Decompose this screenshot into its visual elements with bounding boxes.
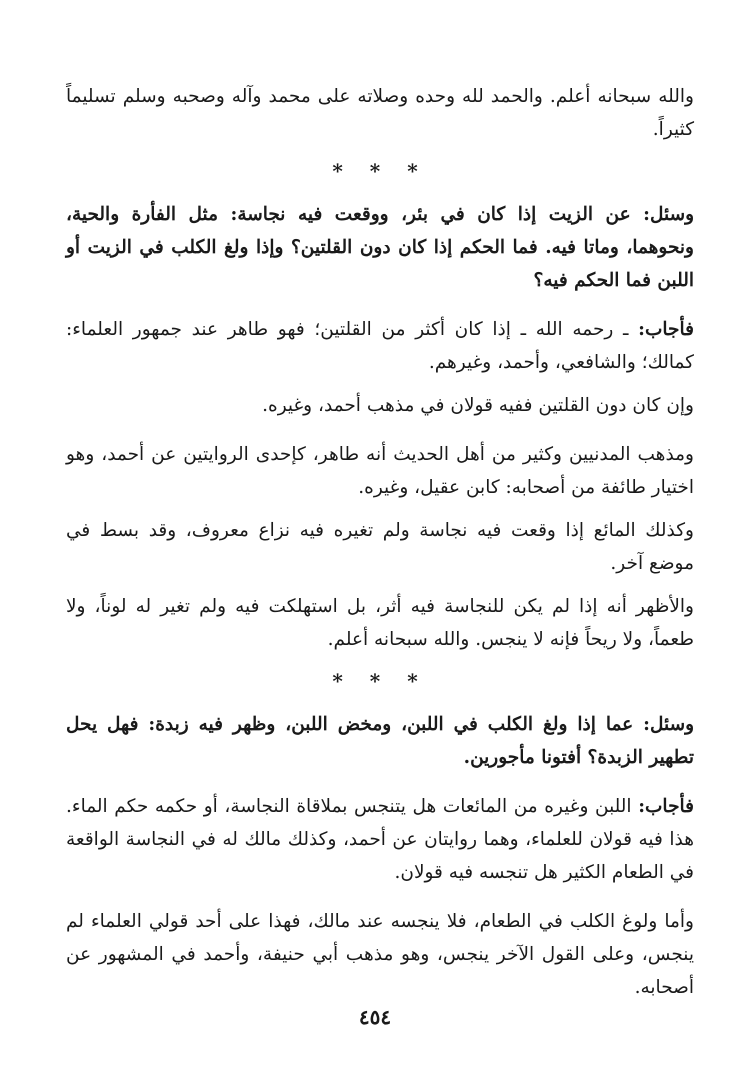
answer-text: اللبن وغيره من المائعات هل يتنجس بملاقاة النجاسة، أو حكمه حكم الماء. هذا فيه قولان للعلماء، وهما روايتان عن أحمد، وكذلك مالك له في النجاسة الواقعة في الطعام الكثير هل تنجسه فيه قولان.: [66, 796, 694, 883]
page-number: ٤٥٤: [358, 1005, 392, 1029]
question-text: عن الزيت إذا كان في بئر، ووقعت فيه نجاسة: مثل الفأرة والحية، ونحوهما، وماتا فيه. فما الحكم إذا كان دون القلتين؟ وإذا ولغ الكلب في الزيت أو اللبن فما الحكم فيه؟: [66, 204, 694, 291]
answer-text: ـ رحمه الله ـ إذا كان أكثر من القلتين؛ فهو طاهر عند جمهور العلماء: كمالك؛ والشافعي، وأحمد، وغيرهم.: [66, 319, 694, 373]
answer-1-paragraph-2: وإن كان دون القلتين ففيه قولان في مذهب أحمد، وغيره.: [262, 395, 694, 416]
section-separator: * * *: [332, 159, 428, 183]
answer-2-paragraph-2: وأما ولوغ الكلب في الطعام، فلا ينجسه عند مالك، فهذا على أحد قولي العلماء لم ينجس، وعلى القول الآخر ينجس، وهو مذهب أبي حنيفة، وأحمد في المشهور عن أصحابه.: [66, 911, 694, 998]
page-body: [66, 80, 694, 1004]
question-1: [66, 198, 694, 297]
answer-lead: فأجاب:: [638, 796, 694, 817]
answer-1-paragraph-5: والأظهر أنه إذا لم يكن للنجاسة فيه أثر، بل استهلكت فيه ولم تغير له لوناً، ولا طعماً، ولا ريحاً فإنه لا ينجس. والله سبحانه أعلم.: [66, 596, 694, 650]
answer-lead: فأجاب:: [638, 319, 694, 340]
question-text: عما إذا ولغ الكلب في اللبن، ومخض اللبن، وظهر فيه زبدة: فهل يحل تطهير الزبدة؟ أفتونا مأجورين.: [66, 714, 694, 768]
answer-1-paragraph-3: ومذهب المدنيين وكثير من أهل الحديث أنه طاهر، كإحدى الروايتين عن أحمد، وهو اختيار طائفة من أصحابه: كابن عقيل، وغيره.: [66, 444, 694, 498]
section-separator: * * *: [332, 669, 428, 693]
question-2: [66, 708, 694, 774]
question-lead: وسئل:: [643, 204, 694, 225]
answer-1-paragraph-4: وكذلك المائع إذا وقعت فيه نجاسة ولم تغيره فيه نزاع معروف، وقد بسط في موضع آخر.: [66, 520, 694, 574]
answer-2: [66, 790, 694, 889]
closing-paragraph: والله سبحانه أعلم. والحمد لله وحده وصلاته على محمد وآله وصحبه وسلم تسليماً كثيراً.: [66, 86, 694, 140]
question-lead: وسئل:: [643, 714, 694, 735]
answer-1: [66, 313, 694, 379]
